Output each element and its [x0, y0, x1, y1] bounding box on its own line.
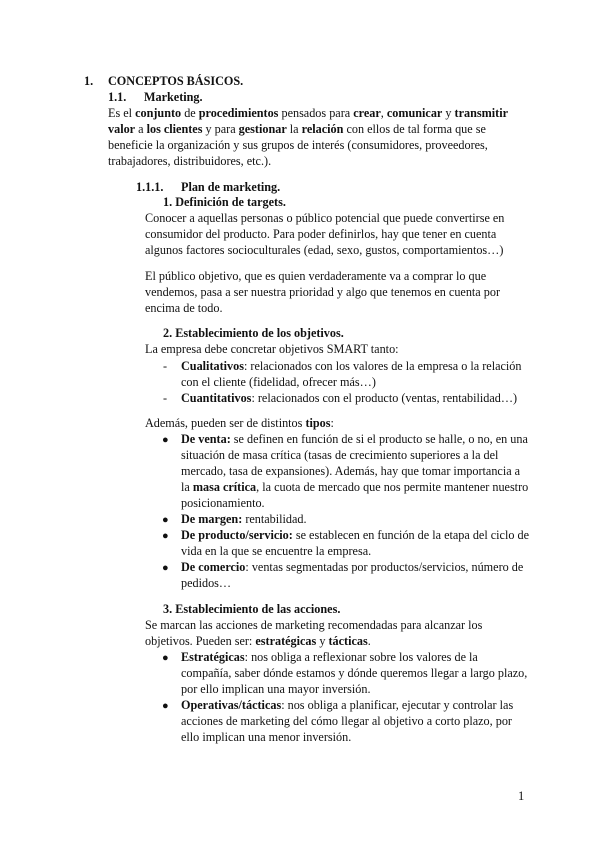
list-item-de-comercio [181, 559, 531, 591]
text-line: Se marcan las acciones de marketing recomendadas para alcanzar los [145, 618, 483, 632]
text-line: Operativas/tácticas: nos obliga a planificar, ejecutar y controlar las [181, 698, 514, 712]
text-line: vida en la que se encuentre la empresa. [181, 544, 372, 558]
list-item-estrategicas [181, 649, 531, 697]
heading-1-title: CONCEPTOS BÁSICOS. [108, 74, 244, 88]
text-line: De comercio: ventas segmentadas por productos/servicios, número de [181, 560, 524, 574]
heading-1-1-title: Marketing. [144, 90, 203, 104]
list-item-operativas [181, 697, 531, 745]
section-3-intro [145, 617, 545, 649]
text-line: compañía, saber dónde estamos y dónde queremos llegar a largo plazo, [181, 666, 528, 680]
text-line: Cuantitativos: relacionados con el producto (ventas, rentabilidad…) [181, 391, 518, 405]
section-2-intro: La empresa debe concretar objetivos SMART tanto: [145, 342, 399, 356]
list-item-cuantitativos [181, 390, 531, 406]
bullet-icon: ● [162, 700, 169, 712]
bullet-icon: ● [162, 514, 169, 526]
text-line: Estratégicas: nos obliga a reflexionar sobre los valores de la [181, 650, 478, 664]
list-item-de-margen [181, 511, 531, 527]
bullet-icon: ● [162, 434, 169, 446]
list-item-de-producto [181, 527, 531, 559]
section-1-paragraph-1 [145, 210, 545, 258]
text-line: El público objetivo, que es quien verdaderamente va a comprar lo que [145, 269, 487, 283]
text-line: pedidos… [181, 576, 232, 590]
heading-1-1-1-title: Plan de marketing. [181, 180, 281, 194]
text-line: acciones de marketing del cómo llegar al objetivo a corto plazo, por [181, 714, 512, 728]
text-line: consumidor del producto. Para poder definirlos, hay que tener en cuenta [145, 227, 497, 241]
heading-1-1-number: 1.1. [108, 90, 127, 104]
heading-1-1-1-number: 1.1.1. [136, 180, 164, 194]
text-line: algunos factores socioculturales (edad, sexo, gustos, comportamientos…) [145, 243, 504, 257]
text-line: objetivos. Pueden ser: estratégicas y tácticas. [145, 634, 371, 648]
intro-paragraph [108, 105, 528, 169]
text-line: con el cliente (fidelidad, ofrecer más…) [181, 375, 376, 389]
section-1-title: 1. Definición de targets. [163, 195, 286, 209]
text-line: Cualitativos: relacionados con los valores de la empresa o la relación [181, 359, 522, 373]
text-line: mercado, tasa de expansiones). Además, hay que tomar importancia a [181, 464, 521, 478]
section-1-paragraph-2 [145, 268, 545, 316]
bullet-icon: ● [162, 530, 169, 542]
page-number: 1 [518, 789, 525, 803]
dash-marker: - [163, 359, 168, 373]
text-line: ello implican una menor inversión. [181, 730, 352, 744]
text-line: Conocer a aquellas personas o público potencial que puede convertirse en [145, 211, 505, 225]
text-line: posicionamiento. [181, 496, 265, 510]
text-line: De venta: se definen en función de si el producto se halle, o no, en una [181, 432, 528, 446]
heading-1-number: 1. [84, 74, 94, 88]
bullet-icon: ● [162, 652, 169, 664]
section-2-title: 2. Establecimiento de los objetivos. [163, 326, 344, 340]
section-3-title: 3. Establecimiento de las acciones. [163, 602, 341, 616]
intro-line-4: trabajadores, distribuidores, etc.). [108, 154, 272, 168]
text-line: situación de masa crítica (tasas de crecimiento superiores a la del [181, 448, 499, 462]
text-line: por ello implican una mayor inversión. [181, 682, 371, 696]
intro-line-2: valor a los clientes y para gestionar la relación con ellos de tal forma que se [108, 122, 486, 136]
list-item-cualitativos [181, 358, 531, 390]
text-line: la masa crítica, la cuota de mercado que nos permite mantener nuestro [181, 480, 529, 494]
dash-marker: - [163, 391, 168, 405]
text-line: De producto/servicio: se establecen en función de la etapa del ciclo de [181, 528, 529, 542]
bullet-icon: ● [162, 562, 169, 574]
section-2-types: Además, pueden ser de distintos tipos: [145, 416, 334, 430]
list-item-de-venta [181, 431, 531, 511]
text-line: encima de todo. [145, 301, 223, 315]
text-line: De margen: rentabilidad. [181, 512, 307, 526]
intro-line-3: beneficie la organización y sus grupos de interés (consumidores, proveedores, [108, 138, 488, 152]
intro-line-1: Es el conjunto de procedimientos pensados para crear, comunicar y transmitir [108, 106, 509, 120]
text-line: vendemos, pasa a ser nuestra prioridad y algo que tenemos en cuenta por [145, 285, 501, 299]
